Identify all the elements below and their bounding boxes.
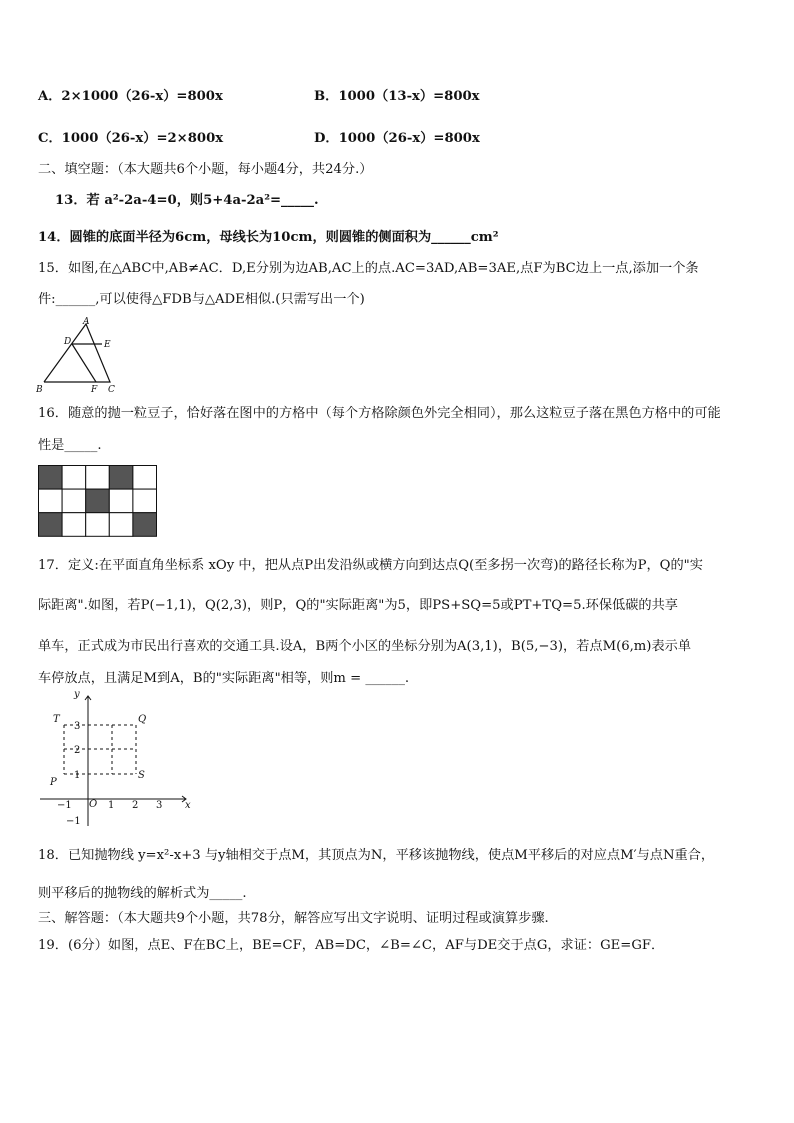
grid-cell-black — [39, 513, 63, 537]
point-t-label: T — [53, 714, 60, 725]
tick-x-3: 3 — [156, 800, 163, 811]
tick-x-2: 2 — [132, 800, 139, 811]
label-d: D — [64, 337, 72, 347]
q15-line2: 件:______,可以使得△FDB与△ADE相似.(只需写出一个) — [38, 292, 365, 307]
q16-line2: 性是_____. — [38, 438, 102, 453]
point-p-label: P — [50, 777, 57, 788]
label-a: A — [83, 317, 90, 327]
q17-line2: 际距离".如图，若P(−1,1)，Q(2,3)，则P，Q的"实际距离"为5，即PS+SQ=5或PT+TQ=5.环保低碳的共享 — [38, 598, 678, 613]
tick-x-1: 1 — [108, 800, 115, 811]
q16-line1: 16．随意的抛一粒豆子，恰好落在图中的方格中（每个方格除颜色外完全相同），那么这粒豆子落在黑色方格中的可能 — [38, 406, 721, 421]
q15-triangle-figure — [36, 316, 126, 396]
tick-y-2: 2 — [74, 745, 81, 756]
label-b: B — [36, 385, 43, 395]
grid-cell-white — [62, 513, 86, 537]
q18-line1: 18．已知抛物线 y=x²-x+3 与y轴相交于点M，其顶点为N，平移该抛物线，使点M平移后的对应点M′与点N重合， — [38, 848, 715, 863]
grid-cell-black — [109, 466, 133, 490]
grid-cell-white — [133, 489, 157, 513]
y-label: y — [74, 690, 80, 700]
grid-cell-white — [109, 513, 133, 537]
q17-coordinate-graph — [36, 690, 196, 830]
point-s-label: S — [138, 770, 145, 781]
label-c: C — [108, 385, 115, 395]
q17-line3: 单车，正式成为市民出行喜欢的交通工具.设A，B两个小区的坐标分别为A(3,1)，B(5,−3)，若点M(6,m)表示单 — [38, 639, 692, 654]
grid-cell-white — [62, 489, 86, 513]
q12-option-c: C．1000（26-x）=2×800x — [38, 131, 224, 146]
grid-cell-white — [62, 466, 86, 490]
q14-text: 14．圆锥的底面半径为6cm，母线长为10cm，则圆锥的侧面积为______cm² — [38, 230, 499, 245]
segment-df — [72, 344, 96, 382]
q12-option-d: D．1000（26-x）=800x — [314, 131, 480, 146]
tick-y-neg1: −1 — [66, 816, 81, 827]
q19-text: 19．(6分）如图，点E、F在BC上，BE=CF，AB=DC，∠B=∠C，AF与DE交于点G，求证：GE=GF． — [38, 938, 665, 953]
q17-line1: 17．定义:在平面直角坐标系 xOy 中，把从点P出发沿纵或横方向到达点Q(至多拐一次弯)的路径长称为P，Q的"实 — [38, 558, 703, 573]
q17-line4: 车停放点，且满足M到A，B的"实际距离"相等，则m = ______. — [38, 671, 410, 686]
grid-cell-white — [86, 466, 110, 490]
tick-y-3: 3 — [74, 721, 81, 732]
origin-label: O — [89, 799, 98, 810]
grid-cell-white — [39, 489, 63, 513]
tick-x-neg1: −1 — [57, 800, 72, 811]
grid-cell-white — [133, 466, 157, 490]
label-f: F — [91, 385, 98, 395]
q18-line2: 则平移后的抛物线的解析式为_____. — [38, 886, 247, 901]
q13-text: 13．若 a²-2a-4=0，则5+4a-2a²=_____. — [55, 193, 319, 208]
q12-option-a: A．2×1000（26-x）=800x — [38, 89, 223, 104]
point-q-label: Q — [138, 714, 147, 725]
x-label: x — [185, 800, 191, 811]
grid-cell-black — [86, 489, 110, 513]
tick-y-1: 1 — [74, 770, 81, 781]
grid-cell-black — [133, 513, 157, 537]
grid-cell-white — [86, 513, 110, 537]
q12-option-b: B．1000（13-x）=800x — [314, 89, 480, 104]
section3-heading: 三、解答题：（本大题共9个小题，共78分，解答应写出文字说明、证明过程或演算步骤. — [38, 911, 549, 926]
grid-cell-white — [109, 489, 133, 513]
q15-line1: 15．如图,在△ABC中,AB≠AC．D,E分别为边AB,AC上的点.AC=3AD,AB=3AE,点F为BC边上一点,添加一个条 — [38, 261, 699, 276]
section2-heading: 二、填空题：（本大题共6个小题，每小题4分，共24分.） — [38, 162, 373, 177]
grid-cell-black — [39, 466, 63, 490]
label-e: E — [104, 340, 111, 350]
q16-grid — [38, 465, 158, 538]
